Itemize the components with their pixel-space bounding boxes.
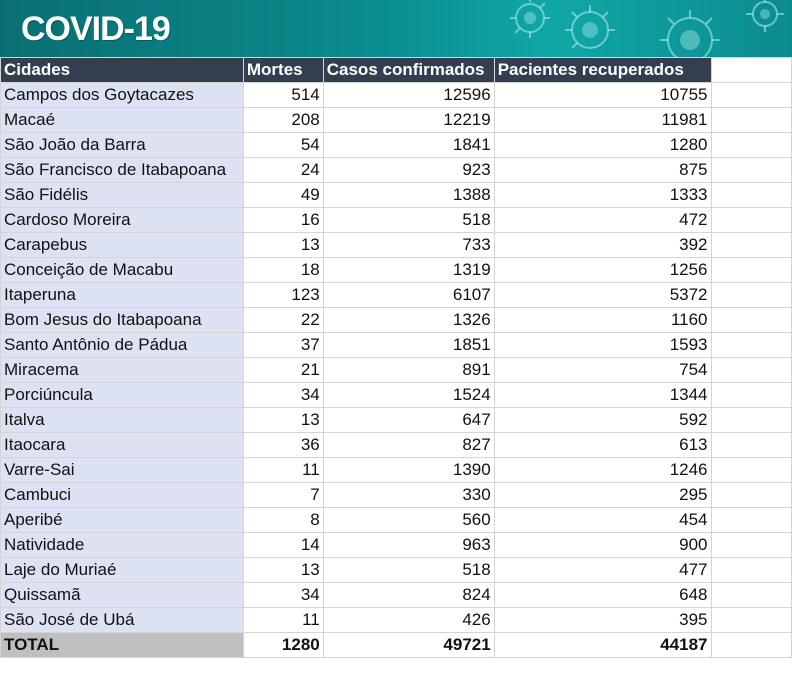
city-cell: Italva (1, 408, 244, 433)
recuperados-cell: 477 (494, 558, 711, 583)
empty-cell (711, 433, 791, 458)
recuperados-cell: 613 (494, 433, 711, 458)
table-row (1, 258, 792, 283)
empty-cell (711, 408, 791, 433)
casos-cell: 891 (323, 358, 494, 383)
recuperados-cell: 454 (494, 508, 711, 533)
header-pacientes-recuperados: Pacientes recuperados (494, 58, 711, 83)
table-row (1, 208, 792, 233)
table-row (1, 608, 792, 633)
recuperados-cell: 395 (494, 608, 711, 633)
recuperados-cell: 1160 (494, 308, 711, 333)
empty-cell (711, 633, 791, 658)
city-cell: Laje do Muriaé (1, 558, 244, 583)
empty-cell (711, 183, 791, 208)
city-cell: Carapebus (1, 233, 244, 258)
recuperados-cell: 5372 (494, 283, 711, 308)
casos-cell: 824 (323, 583, 494, 608)
casos-cell: 330 (323, 483, 494, 508)
mortes-cell: 123 (243, 283, 323, 308)
table-row (1, 158, 792, 183)
casos-cell: 518 (323, 558, 494, 583)
table-row (1, 283, 792, 308)
mortes-cell: 54 (243, 133, 323, 158)
table-row (1, 533, 792, 558)
mortes-cell: 13 (243, 558, 323, 583)
mortes-cell: 34 (243, 383, 323, 408)
city-cell: Cambuci (1, 483, 244, 508)
mortes-cell: 18 (243, 258, 323, 283)
table-row (1, 308, 792, 333)
recuperados-cell: 900 (494, 533, 711, 558)
mortes-cell: 34 (243, 583, 323, 608)
table-row (1, 83, 792, 108)
table-row (1, 133, 792, 158)
casos-cell: 12596 (323, 83, 494, 108)
city-cell: Conceição de Macabu (1, 258, 244, 283)
banner-title: COVID-19 (21, 10, 170, 48)
casos-cell: 12219 (323, 108, 494, 133)
empty-cell (711, 83, 791, 108)
mortes-cell: 16 (243, 208, 323, 233)
casos-cell: 1388 (323, 183, 494, 208)
empty-cell (711, 458, 791, 483)
empty-cell (711, 608, 791, 633)
table-row (1, 358, 792, 383)
recuperados-cell: 295 (494, 483, 711, 508)
empty-cell (711, 308, 791, 333)
recuperados-cell: 1246 (494, 458, 711, 483)
city-cell: Cardoso Moreira (1, 208, 244, 233)
table-row (1, 233, 792, 258)
mortes-cell: 24 (243, 158, 323, 183)
mortes-cell: 13 (243, 233, 323, 258)
casos-cell: 1390 (323, 458, 494, 483)
mortes-cell: 36 (243, 433, 323, 458)
mortes-cell: 8 (243, 508, 323, 533)
mortes-cell: 208 (243, 108, 323, 133)
recuperados-cell: 592 (494, 408, 711, 433)
recuperados-cell: 10755 (494, 83, 711, 108)
city-cell: São João da Barra (1, 133, 244, 158)
empty-cell (711, 158, 791, 183)
table-header-row (1, 58, 792, 83)
recuperados-cell: 875 (494, 158, 711, 183)
mortes-cell: 21 (243, 358, 323, 383)
empty-cell (711, 483, 791, 508)
casos-cell: 733 (323, 233, 494, 258)
city-cell: Itaperuna (1, 283, 244, 308)
empty-cell (711, 333, 791, 358)
recuperados-cell: 392 (494, 233, 711, 258)
table-row (1, 333, 792, 358)
casos-cell: 560 (323, 508, 494, 533)
casos-cell: 923 (323, 158, 494, 183)
recuperados-cell: 472 (494, 208, 711, 233)
total-recuperados-cell: 44187 (494, 633, 711, 658)
empty-cell (711, 583, 791, 608)
header-cidades: Cidades (1, 58, 244, 83)
casos-cell: 1319 (323, 258, 494, 283)
empty-cell (711, 233, 791, 258)
total-casos-cell: 49721 (323, 633, 494, 658)
table-row (1, 408, 792, 433)
city-cell: Aperibé (1, 508, 244, 533)
empty-cell (711, 383, 791, 408)
city-cell: Miracema (1, 358, 244, 383)
casos-cell: 963 (323, 533, 494, 558)
total-mortes-cell: 1280 (243, 633, 323, 658)
city-cell: Porciúncula (1, 383, 244, 408)
empty-cell (711, 208, 791, 233)
empty-cell (711, 133, 791, 158)
header-empty-cell (711, 58, 791, 83)
recuperados-cell: 11981 (494, 108, 711, 133)
covid-banner (0, 0, 792, 57)
casos-cell: 1524 (323, 383, 494, 408)
recuperados-cell: 1344 (494, 383, 711, 408)
table-row (1, 183, 792, 208)
mortes-cell: 514 (243, 83, 323, 108)
table-row (1, 583, 792, 608)
city-cell: Natividade (1, 533, 244, 558)
city-cell: São Fidélis (1, 183, 244, 208)
city-cell: Campos dos Goytacazes (1, 83, 244, 108)
city-cell: Quissamã (1, 583, 244, 608)
empty-cell (711, 558, 791, 583)
recuperados-cell: 648 (494, 583, 711, 608)
table-row (1, 483, 792, 508)
recuperados-cell: 1280 (494, 133, 711, 158)
recuperados-cell: 1333 (494, 183, 711, 208)
casos-cell: 1851 (323, 333, 494, 358)
mortes-cell: 37 (243, 333, 323, 358)
mortes-cell: 49 (243, 183, 323, 208)
covid-data-table (0, 57, 792, 658)
city-cell: Bom Jesus do Itabapoana (1, 308, 244, 333)
casos-cell: 518 (323, 208, 494, 233)
table-row (1, 458, 792, 483)
mortes-cell: 7 (243, 483, 323, 508)
city-cell: Macaé (1, 108, 244, 133)
casos-cell: 1326 (323, 308, 494, 333)
city-cell: Varre-Sai (1, 458, 244, 483)
virus-illustration-icon (470, 0, 792, 57)
table-row (1, 433, 792, 458)
table-row (1, 108, 792, 133)
casos-cell: 426 (323, 608, 494, 633)
recuperados-cell: 1593 (494, 333, 711, 358)
recuperados-cell: 754 (494, 358, 711, 383)
total-city-cell: TOTAL (1, 633, 244, 658)
table-row (1, 558, 792, 583)
table-row (1, 508, 792, 533)
empty-cell (711, 258, 791, 283)
casos-cell: 1841 (323, 133, 494, 158)
casos-cell: 827 (323, 433, 494, 458)
casos-cell: 6107 (323, 283, 494, 308)
recuperados-cell: 1256 (494, 258, 711, 283)
city-cell: São Francisco de Itabapoana (1, 158, 244, 183)
city-cell: Santo Antônio de Pádua (1, 333, 244, 358)
table-total-row (1, 633, 792, 658)
mortes-cell: 11 (243, 458, 323, 483)
mortes-cell: 11 (243, 608, 323, 633)
header-casos-confirmados: Casos confirmados (323, 58, 494, 83)
empty-cell (711, 283, 791, 308)
mortes-cell: 14 (243, 533, 323, 558)
empty-cell (711, 533, 791, 558)
casos-cell: 647 (323, 408, 494, 433)
mortes-cell: 22 (243, 308, 323, 333)
mortes-cell: 13 (243, 408, 323, 433)
city-cell: Itaocara (1, 433, 244, 458)
table-body (1, 83, 792, 658)
empty-cell (711, 358, 791, 383)
city-cell: São José de Ubá (1, 608, 244, 633)
empty-cell (711, 108, 791, 133)
empty-cell (711, 508, 791, 533)
header-mortes: Mortes (243, 58, 323, 83)
table-row (1, 383, 792, 408)
